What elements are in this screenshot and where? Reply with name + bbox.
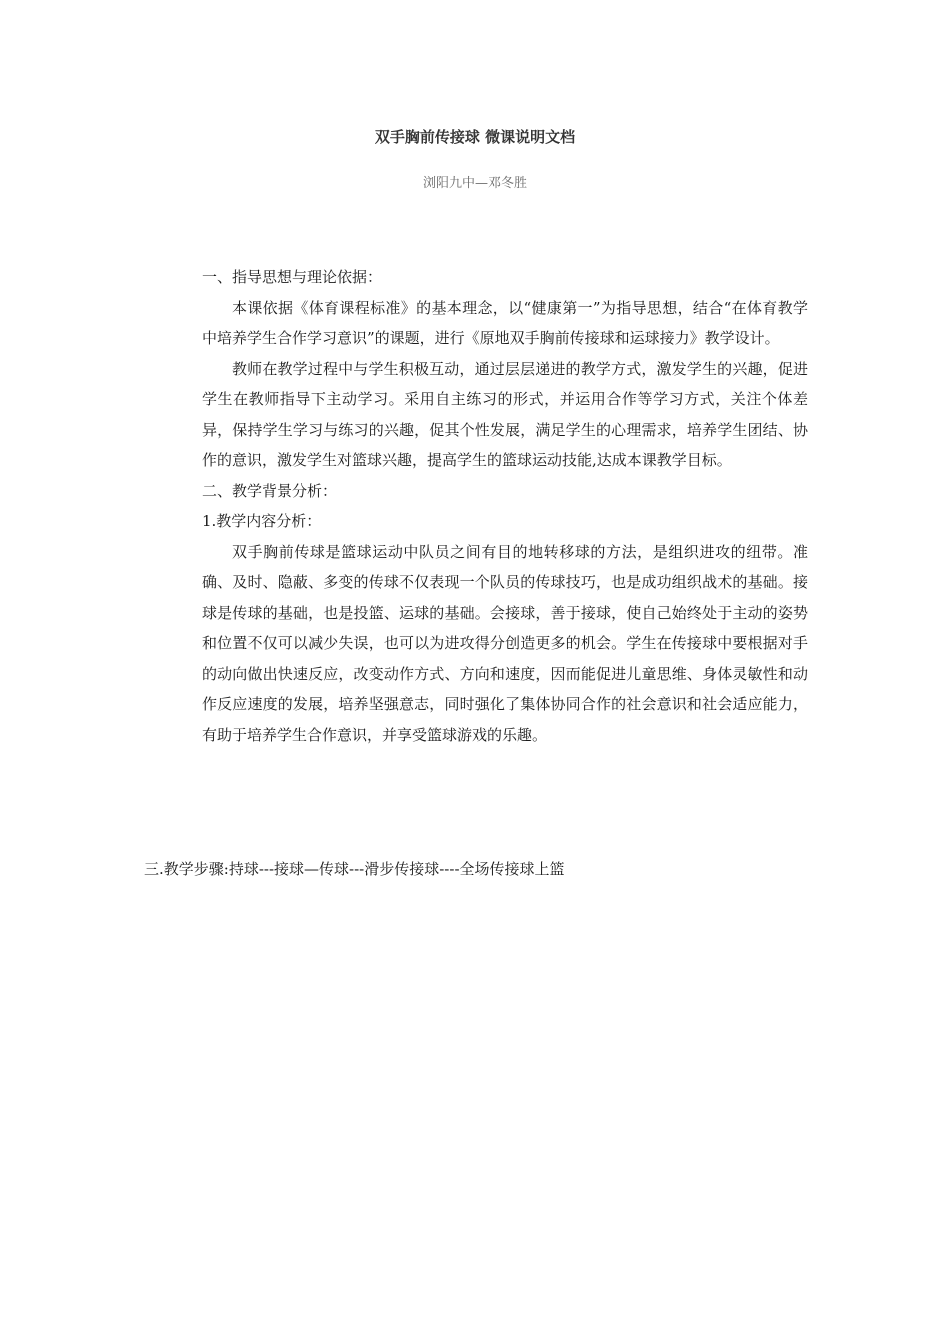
document-author: 浏阳九中—邓冬胜 [422,176,527,191]
section-3-teaching-steps: 三.教学步骤:持球---接球—传球---滑步传接球----全场传接球上篮 [144,860,565,878]
section-2-paragraph-1: 双手胸前传球是篮球运动中队员之间有目的地转移球的方法，是组织进攻的纽带。准确、及时、隐蔽、多变的传球不仅表现一个队员的传球技巧，也是成功组织战术的基础。接球是传球的基础，也是投篮、运球的基础。会接球，善于接球，使自己始终处于主动的姿势和位置不仅可以减少失误，也可以为进攻得分创造更多的机会。学生在传接球中要根据对手的动向做出快速反应，改变动作方式、方向和速度，因而能促进儿童思维、身体灵敏性和动作反应速度的发展，培养坚强意志，同时强化了集体协同合作的社会意识和社会适应能力，有助于培养学生合作意识，并享受篮球游戏的乐趣。 [202,542,808,744]
document-title: 双手胸前传接球 微课说明文档 [374,128,576,146]
section-1-paragraph-1: 本课依据《体育课程标准》的基本理念，以“健康第一”为指导思想，结合“在体育教学中培养学生合作学习意识”的课题，进行《原地双手胸前传接球和运球接力》教学设计。 [202,298,808,347]
section-2-heading: 二、教学背景分析： [202,481,338,500]
section-1-heading: 一、指导思想与理论依据： [202,268,383,286]
section-1-paragraph-2: 教师在教学过程中与学生积极互动，通过层层递进的教学方式，激发学生的兴趣，促进学生在教师指导下主动学习。采用自主练习的形式，并运用合作等学习方式，关注个体差异，保持学生学习与练习的兴趣，促其个性发展，满足学生的心理需求，培养学生团结、协作的意识，激发学生对篮球兴趣，提高学生的篮球运动技能,达成本课教学目标。 [202,359,808,469]
document-body [202,262,808,750]
section-2-subheading-1: 1.教学内容分析： [202,512,322,530]
